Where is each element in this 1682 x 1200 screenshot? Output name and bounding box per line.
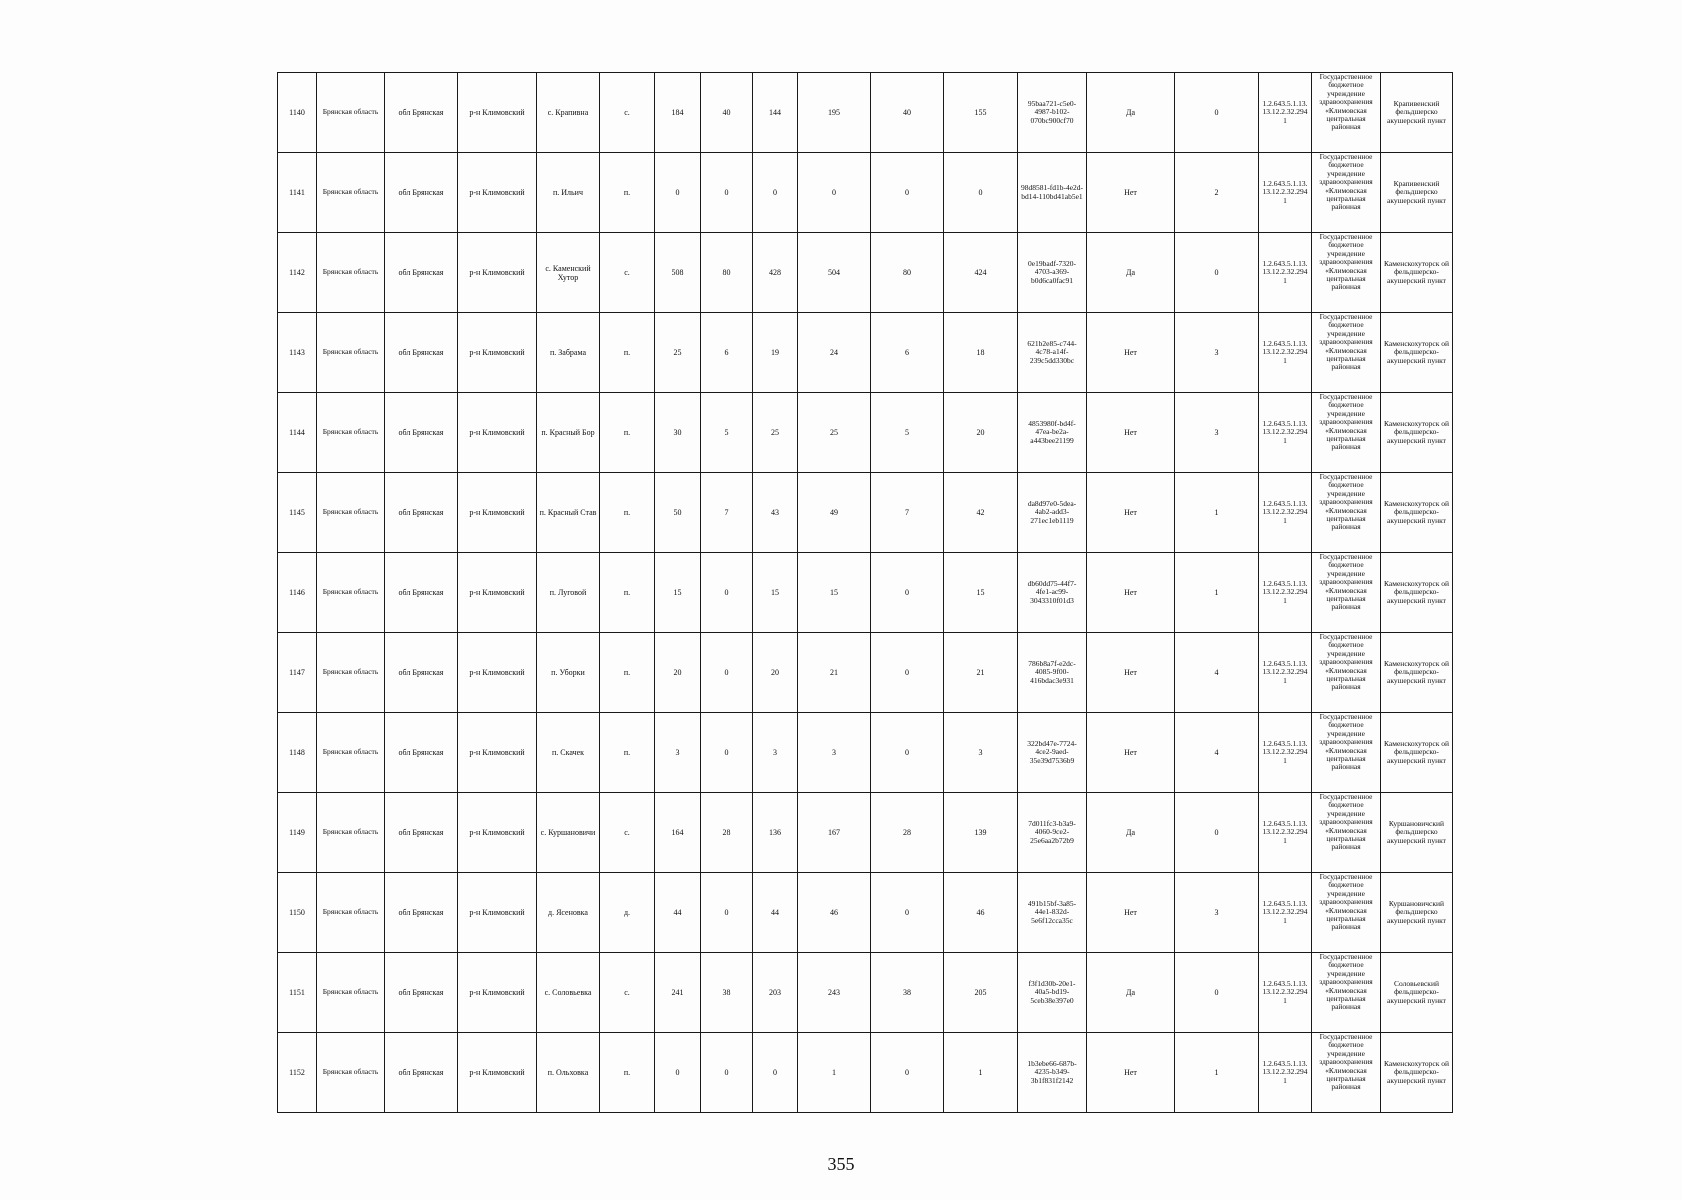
facility-name-cell: Каменскохуторск ой фельдшерско-акушерский пункт [1381,713,1453,793]
region-cell: Брянская область [317,953,385,1033]
facility-name-cell: Куршановичский фельдшерско акушерский пункт [1381,873,1453,953]
has-facility-cell: Нет [1087,1033,1175,1113]
settlement-cell: п. Луговой [537,553,600,633]
population-adults-2-cell: 205 [944,953,1018,1033]
population-children-2-cell: 0 [871,713,944,793]
region-cell: Брянская область [317,393,385,473]
organization-cell: Государственное бюджетное учреждение здравоохранения «Климовская центральная районная [1312,473,1381,553]
population-children-cell: 5 [701,393,753,473]
population-adults-cell: 3 [753,713,798,793]
settlement-cell: с. Крапивна [537,73,600,153]
settlement-cell: п. Ольховка [537,1033,600,1113]
region-short-cell: обл Брянская [385,873,458,953]
district-cell: р-н Климовский [458,953,537,1033]
region-cell: Брянская область [317,1033,385,1113]
population-children-2-cell: 0 [871,553,944,633]
population-total-2-cell: 195 [798,73,871,153]
distance-cell: 3 [1175,393,1259,473]
oid-cell: 1.2.643.5.1.13.13.12.2.32.2941 [1259,713,1312,793]
population-adults-cell: 25 [753,393,798,473]
population-children-2-cell: 5 [871,393,944,473]
settlement-type-cell: п. [600,393,655,473]
fias-guid-cell: 1b3ebe66-687b-4235-b349-3b1f831f2142 [1018,1033,1087,1113]
population-adults-2-cell: 18 [944,313,1018,393]
region-short-cell: обл Брянская [385,73,458,153]
district-cell: р-н Климовский [458,393,537,473]
has-facility-cell: Нет [1087,713,1175,793]
region-short-cell: обл Брянская [385,633,458,713]
row-number-cell: 1141 [278,153,317,233]
population-total-cell: 3 [655,713,701,793]
population-total-cell: 15 [655,553,701,633]
population-children-2-cell: 0 [871,633,944,713]
population-adults-cell: 43 [753,473,798,553]
region-short-cell: обл Брянская [385,473,458,553]
oid-cell: 1.2.643.5.1.13.13.12.2.32.2941 [1259,393,1312,473]
organization-cell: Государственное бюджетное учреждение здравоохранения «Климовская центральная районная [1312,713,1381,793]
row-number-cell: 1142 [278,233,317,313]
distance-cell: 2 [1175,153,1259,233]
population-adults-2-cell: 1 [944,1033,1018,1113]
oid-cell: 1.2.643.5.1.13.13.12.2.32.2941 [1259,873,1312,953]
population-adults-2-cell: 15 [944,553,1018,633]
district-cell: р-н Климовский [458,473,537,553]
facility-name-cell: Каменскохуторск ой фельдшерско-акушерский пункт [1381,313,1453,393]
region-short-cell: обл Брянская [385,313,458,393]
table-row [278,1033,1453,1113]
population-total-2-cell: 0 [798,153,871,233]
population-adults-2-cell: 3 [944,713,1018,793]
region-cell: Брянская область [317,633,385,713]
organization-cell: Государственное бюджетное учреждение здравоохранения «Климовская центральная районная [1312,393,1381,473]
oid-cell: 1.2.643.5.1.13.13.12.2.32.2941 [1259,1033,1312,1113]
oid-cell: 1.2.643.5.1.13.13.12.2.32.2941 [1259,153,1312,233]
has-facility-cell: Да [1087,793,1175,873]
population-total-2-cell: 49 [798,473,871,553]
organization-cell: Государственное бюджетное учреждение здравоохранения «Климовская центральная районная [1312,73,1381,153]
has-facility-cell: Нет [1087,153,1175,233]
facility-name-cell: Соловьевский фельдшерско-акушерский пункт [1381,953,1453,1033]
region-short-cell: обл Брянская [385,793,458,873]
settlement-cell: п. Забрама [537,313,600,393]
region-cell: Брянская область [317,793,385,873]
organization-cell: Государственное бюджетное учреждение здравоохранения «Климовская центральная районная [1312,1033,1381,1113]
population-children-2-cell: 0 [871,153,944,233]
settlement-cell: п. Скачек [537,713,600,793]
settlement-cell: п. Красный Став [537,473,600,553]
population-total-2-cell: 504 [798,233,871,313]
fias-guid-cell: 7d011fc3-b3a9-4060-9ce2-25e6aa2b72b9 [1018,793,1087,873]
table-row [278,313,1453,393]
fias-guid-cell: da8d97e0-5dea-4ab2-add3-271ec1eb1119 [1018,473,1087,553]
population-children-cell: 0 [701,1033,753,1113]
oid-cell: 1.2.643.5.1.13.13.12.2.32.2941 [1259,473,1312,553]
population-children-2-cell: 38 [871,953,944,1033]
population-total-cell: 241 [655,953,701,1033]
distance-cell: 1 [1175,553,1259,633]
row-number-cell: 1140 [278,73,317,153]
distance-cell: 1 [1175,1033,1259,1113]
region-short-cell: обл Брянская [385,233,458,313]
settlement-type-cell: с. [600,233,655,313]
table-row [278,393,1453,473]
row-number-cell: 1145 [278,473,317,553]
region-cell: Брянская область [317,873,385,953]
row-number-cell: 1148 [278,713,317,793]
facility-name-cell: Каменскохуторск ой фельдшерско-акушерский пункт [1381,633,1453,713]
fias-guid-cell: 4853980f-bd4f-47ea-be2a-a443bee21199 [1018,393,1087,473]
fias-guid-cell: 786b8a7f-e2dc-4085-9f00-416bdac3e931 [1018,633,1087,713]
table-row [278,153,1453,233]
has-facility-cell: Да [1087,233,1175,313]
population-adults-cell: 428 [753,233,798,313]
settlement-cell: с. Соловьевка [537,953,600,1033]
population-children-2-cell: 0 [871,873,944,953]
table-row [278,873,1453,953]
region-cell: Брянская область [317,473,385,553]
facility-name-cell: Каменскохуторск ой фельдшерско-акушерский пункт [1381,233,1453,313]
population-adults-2-cell: 20 [944,393,1018,473]
row-number-cell: 1150 [278,873,317,953]
settlement-type-cell: п. [600,473,655,553]
distance-cell: 3 [1175,313,1259,393]
fias-guid-cell: db60dd75-44f7-4fe1-ac99-3043310f01d3 [1018,553,1087,633]
population-total-2-cell: 3 [798,713,871,793]
settlement-type-cell: с. [600,73,655,153]
region-cell: Брянская область [317,313,385,393]
has-facility-cell: Нет [1087,393,1175,473]
facility-name-cell: Крапивенский фельдшерско акушерский пункт [1381,73,1453,153]
organization-cell: Государственное бюджетное учреждение здравоохранения «Климовская центральная районная [1312,793,1381,873]
fias-guid-cell: 95baa721-c5e0-4987-b102-070bc900cf70 [1018,73,1087,153]
facility-name-cell: Каменскохуторск ой фельдшерско-акушерский пункт [1381,553,1453,633]
population-children-2-cell: 6 [871,313,944,393]
organization-cell: Государственное бюджетное учреждение здравоохранения «Климовская центральная районная [1312,553,1381,633]
settlement-type-cell: п. [600,1033,655,1113]
population-total-2-cell: 25 [798,393,871,473]
distance-cell: 0 [1175,233,1259,313]
oid-cell: 1.2.643.5.1.13.13.12.2.32.2941 [1259,313,1312,393]
population-adults-2-cell: 424 [944,233,1018,313]
row-number-cell: 1152 [278,1033,317,1113]
settlement-type-cell: п. [600,553,655,633]
population-adults-cell: 136 [753,793,798,873]
population-total-2-cell: 24 [798,313,871,393]
organization-cell: Государственное бюджетное учреждение здравоохранения «Климовская центральная районная [1312,873,1381,953]
has-facility-cell: Нет [1087,313,1175,393]
district-cell: р-н Климовский [458,73,537,153]
table-row [278,953,1453,1033]
population-total-2-cell: 167 [798,793,871,873]
population-total-cell: 164 [655,793,701,873]
population-total-2-cell: 46 [798,873,871,953]
population-adults-cell: 19 [753,313,798,393]
facility-name-cell: Крапивенский фельдшерско акушерский пункт [1381,153,1453,233]
region-short-cell: обл Брянская [385,953,458,1033]
population-children-cell: 7 [701,473,753,553]
region-short-cell: обл Брянская [385,393,458,473]
settlement-cell: п. Ильич [537,153,600,233]
population-adults-cell: 0 [753,1033,798,1113]
region-cell: Брянская область [317,73,385,153]
settlement-cell: с. Куршановичи [537,793,600,873]
population-children-cell: 0 [701,553,753,633]
settlements-table [277,72,1453,1113]
settlement-type-cell: с. [600,793,655,873]
settlement-cell: д. Ясеновка [537,873,600,953]
page-number: 355 [827,1154,855,1174]
population-adults-2-cell: 139 [944,793,1018,873]
district-cell: р-н Климовский [458,313,537,393]
region-short-cell: обл Брянская [385,1033,458,1113]
table-row [278,793,1453,873]
settlement-type-cell: п. [600,633,655,713]
population-adults-2-cell: 21 [944,633,1018,713]
population-children-2-cell: 7 [871,473,944,553]
organization-cell: Государственное бюджетное учреждение здравоохранения «Климовская центральная районная [1312,233,1381,313]
population-total-cell: 20 [655,633,701,713]
table-row [278,713,1453,793]
settlement-type-cell: с. [600,953,655,1033]
population-children-2-cell: 40 [871,73,944,153]
population-adults-2-cell: 155 [944,73,1018,153]
table-row [278,633,1453,713]
organization-cell: Государственное бюджетное учреждение здравоохранения «Климовская центральная районная [1312,313,1381,393]
population-total-cell: 508 [655,233,701,313]
facility-name-cell: Каменскохуторск ой фельдшерско-акушерский пункт [1381,393,1453,473]
distance-cell: 4 [1175,633,1259,713]
population-total-cell: 0 [655,153,701,233]
population-total-cell: 0 [655,1033,701,1113]
population-children-2-cell: 0 [871,1033,944,1113]
distance-cell: 1 [1175,473,1259,553]
population-children-cell: 0 [701,633,753,713]
region-cell: Брянская область [317,233,385,313]
oid-cell: 1.2.643.5.1.13.13.12.2.32.2941 [1259,633,1312,713]
district-cell: р-н Климовский [458,233,537,313]
distance-cell: 0 [1175,73,1259,153]
settlement-type-cell: п. [600,153,655,233]
population-adults-cell: 20 [753,633,798,713]
population-adults-2-cell: 0 [944,153,1018,233]
oid-cell: 1.2.643.5.1.13.13.12.2.32.2941 [1259,73,1312,153]
fias-guid-cell: 0e19badf-7320-4703-a369-b0d6ca0fac91 [1018,233,1087,313]
settlement-cell: с. Каменский Хутор [537,233,600,313]
population-total-cell: 184 [655,73,701,153]
oid-cell: 1.2.643.5.1.13.13.12.2.32.2941 [1259,793,1312,873]
population-adults-cell: 15 [753,553,798,633]
oid-cell: 1.2.643.5.1.13.13.12.2.32.2941 [1259,553,1312,633]
district-cell: р-н Климовский [458,873,537,953]
district-cell: р-н Климовский [458,1033,537,1113]
district-cell: р-н Климовский [458,553,537,633]
region-short-cell: обл Брянская [385,153,458,233]
row-number-cell: 1149 [278,793,317,873]
population-total-2-cell: 15 [798,553,871,633]
population-children-cell: 40 [701,73,753,153]
settlement-cell: п. Красный Бор [537,393,600,473]
table-row [278,233,1453,313]
facility-name-cell: Каменскохуторск ой фельдшерско-акушерский пункт [1381,1033,1453,1113]
row-number-cell: 1143 [278,313,317,393]
population-children-2-cell: 80 [871,233,944,313]
facility-name-cell: Куршановичский фельдшерско акушерский пункт [1381,793,1453,873]
population-total-cell: 25 [655,313,701,393]
population-total-cell: 50 [655,473,701,553]
distance-cell: 4 [1175,713,1259,793]
table-row [278,473,1453,553]
settlement-type-cell: д. [600,873,655,953]
region-cell: Брянская область [317,713,385,793]
population-total-2-cell: 1 [798,1033,871,1113]
population-children-cell: 6 [701,313,753,393]
population-children-cell: 0 [701,153,753,233]
table-row [278,553,1453,633]
facility-name-cell: Каменскохуторск ой фельдшерско-акушерский пункт [1381,473,1453,553]
population-total-cell: 30 [655,393,701,473]
fias-guid-cell: 322bd47e-7724-4ce2-9aed-35e39d7536b9 [1018,713,1087,793]
settlement-cell: п. Уборки [537,633,600,713]
fias-guid-cell: f3f1d30b-20e1-40a5-bd19-5ceb38e397e0 [1018,953,1087,1033]
has-facility-cell: Нет [1087,473,1175,553]
organization-cell: Государственное бюджетное учреждение здравоохранения «Климовская центральная районная [1312,633,1381,713]
population-adults-2-cell: 46 [944,873,1018,953]
row-number-cell: 1146 [278,553,317,633]
population-adults-cell: 44 [753,873,798,953]
region-short-cell: обл Брянская [385,713,458,793]
oid-cell: 1.2.643.5.1.13.13.12.2.32.2941 [1259,953,1312,1033]
population-children-cell: 80 [701,233,753,313]
row-number-cell: 1144 [278,393,317,473]
has-facility-cell: Нет [1087,553,1175,633]
oid-cell: 1.2.643.5.1.13.13.12.2.32.2941 [1259,233,1312,313]
population-adults-cell: 0 [753,153,798,233]
population-adults-cell: 203 [753,953,798,1033]
has-facility-cell: Нет [1087,873,1175,953]
has-facility-cell: Да [1087,953,1175,1033]
population-children-cell: 38 [701,953,753,1033]
distance-cell: 0 [1175,793,1259,873]
district-cell: р-н Климовский [458,153,537,233]
table-row [278,73,1453,153]
settlement-type-cell: п. [600,313,655,393]
distance-cell: 0 [1175,953,1259,1033]
row-number-cell: 1151 [278,953,317,1033]
population-total-2-cell: 243 [798,953,871,1033]
has-facility-cell: Нет [1087,633,1175,713]
fias-guid-cell: 98d8581-fd1b-4e2d-bd14-110bd41ab5e1 [1018,153,1087,233]
population-children-cell: 0 [701,873,753,953]
region-cell: Брянская область [317,553,385,633]
population-children-cell: 0 [701,713,753,793]
settlement-type-cell: п. [600,713,655,793]
distance-cell: 3 [1175,873,1259,953]
population-children-cell: 28 [701,793,753,873]
fias-guid-cell: 491b15bf-3a85-44e1-832d-5e6f12cca35c [1018,873,1087,953]
organization-cell: Государственное бюджетное учреждение здравоохранения «Климовская центральная районная [1312,953,1381,1033]
district-cell: р-н Климовский [458,713,537,793]
organization-cell: Государственное бюджетное учреждение здравоохранения «Климовская центральная районная [1312,153,1381,233]
population-children-2-cell: 28 [871,793,944,873]
population-adults-2-cell: 42 [944,473,1018,553]
district-cell: р-н Климовский [458,793,537,873]
fias-guid-cell: 621b2e85-c744-4c78-a14f-239c5dd330bc [1018,313,1087,393]
district-cell: р-н Климовский [458,633,537,713]
population-total-cell: 44 [655,873,701,953]
population-adults-cell: 144 [753,73,798,153]
region-cell: Брянская область [317,153,385,233]
region-short-cell: обл Брянская [385,553,458,633]
population-total-2-cell: 21 [798,633,871,713]
row-number-cell: 1147 [278,633,317,713]
has-facility-cell: Да [1087,73,1175,153]
